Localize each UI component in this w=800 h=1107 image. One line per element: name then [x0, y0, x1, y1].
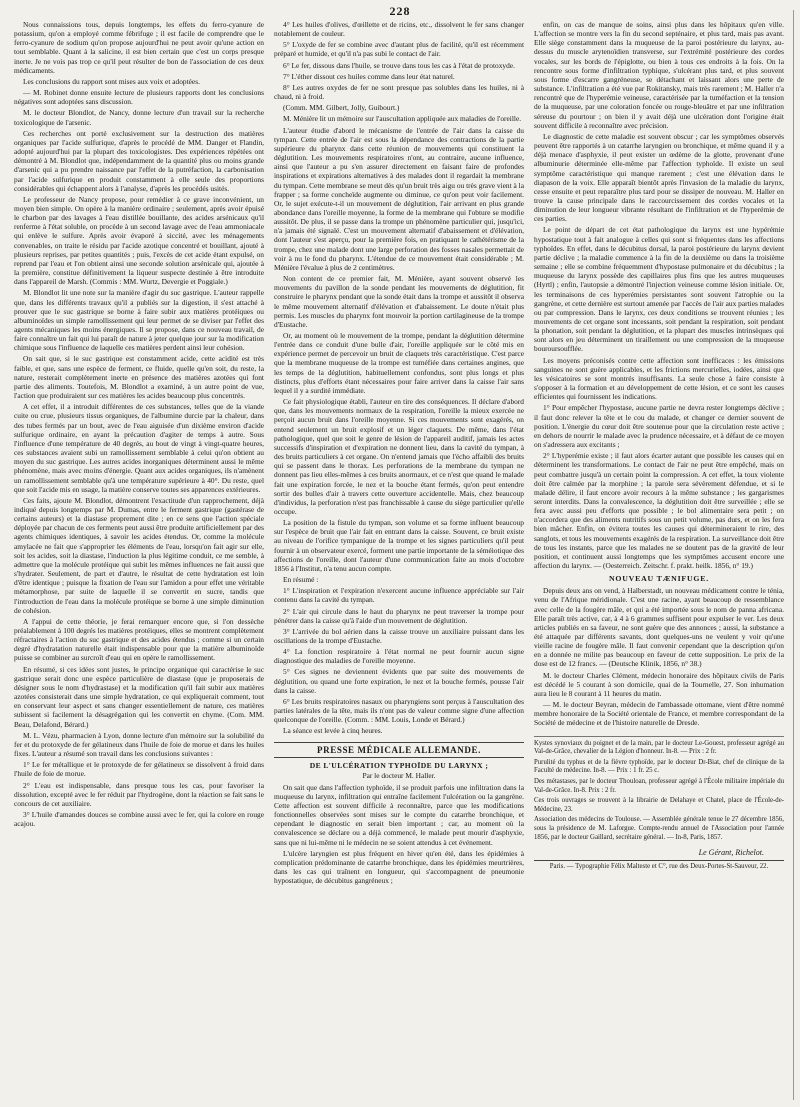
- paragraph: Ces faits, ajoute M. Blondlot, démontrent l'exactitude d'un rapprochement, déjà indiqué depuis longtemps par M. Dumas, entre le ferment gastrique (gastérase de certains auteurs) et la diastase proprement dite ; en ce sens que l'action spéciale déployée par chacun de ces ferments peut aussi être produite artificiellement par des agents chimiques identiques, à savoir les acides étendus. Or, comme la molécule amylacée ne fait que s'approprier les éléments de l'eau, lorsqu'on fait agir sur elle, soit les acides, soit la diastase, l'induction la plus légitime conduit, ce me semble, à admettre que la molécule protéique qui subit les mêmes influences ne fait aussi que s'hydrater. Seulement, de part et d'autre, le résultat de cette hydratation est loin d'être identique ; puisque la fixation de l'eau sur l'amidon a pour effet une véritable métamorphose, par suite de laquelle il se convertit en sucre, tandis que l'introduction de l'eau dans la molécule protéique se borne à une simple diminution de cohésion.: [14, 495, 264, 615]
- paragraph: 2° L'air qui circule dans le haut du pharynx ne peut traverser la trompe pour pénétrer dans la caisse qu'à l'aide d'un mouvement de déglutition.: [274, 606, 524, 625]
- paragraph: (Comm. MM. Gilbert, Jolly, Guibourt.): [283, 103, 400, 113]
- paragraph: A l'appui de cette théorie, je ferai remarquer encore que, si l'on dessèche préalablement à 100 degrés les matières protéiques, elles se montrent complètement réfractaires à l'action du suc gastrique et des acides étendus ; comme si un certain degré d'hydratation naturelle était indispensable pour que la matière albuminoïde puisse se combiner au surcroît d'eau qui en opère le ramollissement.: [14, 616, 264, 663]
- section-title: PRESSE MÉDICALE ALLEMANDE.: [274, 742, 524, 758]
- paragraph: — M. Robinet donne ensuite lecture de plusieurs rapports dont les conclusions négatives sont adoptées sans discussion.: [14, 88, 264, 107]
- paragraph: On sait que, si le suc gastrique est constamment acide, cette acidité est très faible, et que, sans une espèce de ferment, ce fluide, quelle qu'en soit, du reste, la nature, resterait complètement inerte en présence des matières azotées qui font partie des aliments. Toutefois, M. Blondlot a examiné, à un autre point de vue, l'action que produiraient sur ces matières les acides beaucoup plus concentrés.: [14, 354, 264, 401]
- paragraph: 3° L'arrivée du bol aérien dans la caisse trouve un auxiliaire puissant dans les oscillations de la trompe d'Eustache.: [274, 626, 524, 645]
- paragraph: 4° Les huiles d'olives, d'œillette et de ricins, etc., dissolvent le fer sans changer notablement de couleur.: [274, 20, 524, 39]
- paragraph: Des métastases, par le docteur Thouloan, professeur agrégé à l'École militaire impériale du Val-de-Grâce. In-8. Prix : 2 fr.: [534, 777, 784, 794]
- column-3-paragraphs: [534, 20, 784, 570]
- publications-list: [534, 736, 784, 843]
- paragraph: 1° L'inspiration et l'expiration n'exercent aucune influence appréciable sur l'air contenu dans la cavité du tympan.: [274, 586, 524, 605]
- paragraph: Les moyens préconisés contre cette affection sont inefficaces : les émissions sanguines ne sont guère applicables, et les frictions mercurielles, iodées, ainsi que les vésicatoires se sont montrés insuffisants. La seule chose à faire consiste à s'opposer à la formation et au développement de cette lésion, et ce sont les causes efficientes qui fournissent les indications.: [534, 355, 784, 402]
- paragraph: Or, au moment où le mouvement de la trompe, pendant la déglutition détermine l'entrée dans ce conduit d'une bulle d'air, l'oreille appliquée sur le côté mis en expérience permet de percevoir un bruit de claquets très caractéristique. C'est parce que la membrane muqueuse de la trompe est tuméfiée dans certaines angines, que les temps de la déglutition, habituellement confondus, sont plus longs et plus distincts, plus d'efforts étant nécessaires pour faire arriver dans la caisse l'air sans lequel il y a surdité immédiate.: [274, 331, 524, 395]
- column-3: [534, 20, 784, 1100]
- paragraph: enfin, on cas de manque de soins, ainsi plus dans les hôpitaux qu'en ville. L'affection se montre vers la fin du second septénaire, et plus tard, mais pas avant. Elle siège constamment dans la muqueuse de la paroi postérieure du larynx, au-dessus du muscle arytenoïdien transverse, sur l'extrémité postérieure des cordes vocales, sur les bords de l'épiglotte, ou bien à tous ces endroits à la fois. On la rencontre sous forme d'infiltration typhique, s'ulcérant plus tard, et plus souvent sous forme d'escarre gangréneuse, se détachant et laissant alors une perte de substance. L'infiltration a été vue par Rokitansky, mais très rarement ; M. Haller n'a rencontré que de l'hyperémie veineuse, caractérisée par la tuméfaction et la tension de la muqueuse, par une coloration foncée ou rouge-bleuâtre et par une infiltration séreuse du pourtour ; on bien il y avait déjà une ulcération dont l'origine était souvent difficile à reconnaître avec précision.: [534, 20, 784, 130]
- paragraph: M. L. Vézu, pharmacien à Lyon, donne lecture d'un mémoire sur la solubilité du fer et du protoxyde de fer gélatineux dans l'huile de foie de morue et dans les huiles fixes. L'auteur a résumé son travail dans les conclusions suivantes :: [14, 730, 264, 759]
- paragraph: En résumé, si ces idées sont justes, le principe organique qui caractérise le suc gastrique serait donc une espèce particulière de diastase (que je proposerais de désigner sous le nom d'hydrastase) et la modification qu'il fait subir aux matières azotées consisterait dans une simple hydratation, ce qui expliquerait comment, tout en conservant leur aspect et sans changer essentiellement de nature, ces matières subissent si facilement la désagrégation qui les convertit en chyme. (Com. MM. Beau, Delafond, Bérard.): [14, 664, 264, 729]
- page-edge-line: [793, 10, 794, 1100]
- paragraph: En résumé :: [283, 575, 319, 585]
- paragraph: Le professeur de Nancy propose, pour remédier à ce grave inconvénient, un moyen bien simple. On opère à la manière ordinaire ; seulement, après avoir épuisé le charbon par des lavages à l'eau distillée bouillante, des acides arsénicaux qu'il renferme à l'état soluble, on procède à un second lavage avec de l'eau ammoniacale qui enlève le sulfure. Après avoir évaporé à siccité, avec les ménagements convenables, on traite le résidu par l'acide azotique concentré et bouillant, ajouté à plusieurs reprises, par petites quantités ; puis, l'excès de cet acide étant expulsé, on reprend par l'eau et l'on obtient ainsi une seconde solution arsénicale qui, ajoutée à la première, constitue définitivement la liqueur suspecte destinée à être introduite dans l'appareil de Marsh. (Commis : MM. Wurtz, Devergie et Poggiale.): [14, 194, 264, 287]
- section-byline: Par le docteur M. Haller.: [362, 770, 436, 780]
- sub-heading: NOUVEAU TÆNIFUGE.: [608, 574, 710, 584]
- paragraph: 1° Le fer métallique et le protoxyde de fer gélatineux se dissolvent à froid dans l'huile de foie de morue.: [14, 760, 264, 779]
- paragraph: Purulité du typhus et de la fièvre typhoïde, par le docteur Dr-Biat, chef de clinique de la Faculté de médecine. In-8. — Prix : 1 fr. 25 c.: [534, 758, 784, 775]
- paragraph: 2° L'eau est indispensable, dans presque tous les cas, pour favoriser la dissolution, excepté avec le fer réduit par l'hydrogène, dont la réaction se fait sans le concours de cet auxiliaire.: [14, 780, 264, 808]
- paragraph: M. Ménière lit un mémoire sur l'auscultation appliquée aux maladies de l'oreille.: [283, 114, 522, 124]
- paragraph: Kystes synoviaux du poignet et de la main, par le docteur Le-Gouest, professeur agrégé au Val-de-Grâce, chevalier de la Légion d'honneur. In-8. — Prix : 2 fr.: [534, 739, 784, 756]
- paragraph: Ces trois ouvrages se trouvent à la librairie de Delahaye et Chatel, place de l'École-de-Médecine, 23.: [534, 797, 784, 813]
- columns-container: [14, 20, 784, 1100]
- paragraph: L'ulcère laryngien est plus fréquent en hiver qu'en été, dans les épidémies à complication prédominante de catarrhe bronchique, dans les épidémies meurtrières, dans les cas qui traînent en longueur, qui s'accompagnent de pneumonie hypostatique, de décubitus gangréneux ;: [274, 848, 524, 886]
- paragraph: 6° Les bruits respiratoires nasaux ou pharyngiens sont perçus à l'auscultation des parties latérales de la tête, mais ils n'ont pas de valeur comme signe d'une affection quelconque de l'oreille. (Comm. : MM. Louis, Londe et Bérard.): [274, 696, 524, 725]
- paragraph: Le diagnostic de cette maladie est souvent obscur ; car les symptômes observés peuvent être rapportés à un catarrhe laryngien ou bronchique, et même quand il y a déjà menace d'asphyxie, il peut exister un œdème de la glotte, provenant d'une albuminurie déterminée elle-même par l'affection typhoïde. Il existe un seul symptôme caractéristique qui manque rarement ; c'est une élévation dans le diapason de la voix. Elle apparaît bientôt après l'invasion de la maladie du larynx, cesse ensuite et peut reparaître plus tard pour se dissiper de nouveau. M. Haller en trouve la cause principale dans le raccourcissement des cordes vocales et la diminution de leur longueur vibrante résultant de l'infiltration et de l'hyperémie de ces parties.: [534, 131, 784, 224]
- paragraph: 5° L'oxyde de fer se combine avec d'autant plus de facilité, qu'il est récemment préparé et humide, et qu'il n'a pas subi le contact de l'air.: [274, 40, 524, 59]
- paragraph: Ce fait physiologique établi, l'auteur en tire des conséquences. Il déclare d'abord que, dans les mouvements normaux de la respiration, l'oreille la mieux exercée ne perçoit aucun bruit dans l'oreille moyenne. Si ces mouvements sont exagérés, on entend seulement un bruit explosif et un léger claquets. De même, dans l'état pathologique, quel que soit le genre de lésion de l'appareil auditif, jamais les actes successifs d'inspiration et d'expiration ne donnent lieu, dans la cavité du tympan, à des bruits particuliers à cet organe. On n'entend jamais que l'écho affaibli des bruits qui se passent dans le thorax. Les perforations de la membrane du tympan ne donnent pas lieu elles-mêmes à ces bruits anormaux, et ce n'est que quand le malade fait une expiration forcée, le nez et la bouche étant fermés, qu'on peut entendre sortir des bulles d'air à travers cette ouverture accidentelle. Mais, chez beaucoup d'individus, la perforation n'est pas franchissable à cause du siège particulier qu'elle occupe.: [274, 397, 524, 516]
- paragraph: 5° Ces signes ne deviennent évidents que par suite des mouvements de déglutition, ou quand une forte expiration, le nez et la bouche fermés, pousse l'air dans la caisse.: [274, 667, 524, 695]
- paragraph: La séance est levée à cinq heures.: [283, 726, 383, 736]
- paragraph: Non content de ce premier fait, M. Ménière, ayant souvent observé les mouvements du pavillon de la sonde pendant les mouvements de déglutition, fit construire le pharynx pendant que la sonde était dans la trompe et aussitôt il observa le même mouvement alternatif d'élévation et d'abaissement. Le doute n'était plus permis. Les muscles du pharynx font mouvoir la portion cartilagineuse de la trompe d'Eustache.: [274, 274, 524, 329]
- paragraph: L'auteur étudie d'abord le mécanisme de l'entrée de l'air dans la caisse du tympan. Cette entrée de l'air est sous la dépendance des contractions de la partie supérieure du pharynx dans cette réunion de mouvements qui constituent la déglutition. Les mouvements respiratoires n'ont, au contraire, aucune influence, ainsi que l'auteur a pu s'en assurer directement en faisant faire de profondes inspirations et expirations alternatives à des malades dont il regardait la membrane du tympan. Cette membrane se meut dès qu'un bruit très aigu ou très grave vient à la frapper ; sa forme concheïde augmente ou diminue, ce qu'on peut voir facilement. Or, le sujet exécute-t-il un mouvement de déglutition, l'air arrivant en plus grande abondance dans l'oreille moyenne, la forme de la membrane qui l'obture se modifie aussitôt. De plus, il se passe dans la trompe un phénomène particulier qui, jusqu'ici, n'a jamais été signalé. C'est un mouvement alternatif d'abaissement et d'élévation, dont l'auteur s'est aperçu, pour la première fois, en pratiquant le cathétérisme de la trompe, chez une malade dont une large perforation des fosses nasales permettait de voir à nu le fond du pharynx. L'étendue de ce mouvement était considérable ; M. Ménière l'évalue à plus de 2 centimètres.: [274, 125, 524, 272]
- column-1: [14, 20, 264, 1100]
- section-subtitle: DE L'ULCÉRATION TYPHOÏDE DU LARYNX ;: [309, 760, 489, 770]
- paragraph: La position de la fistule du tympan, son volume et sa forme influent beaucoup sur l'espèce de bruit que l'air fait en entrant dans la caisse. Souvent, ce bruit existe au niveau de l'orifice tympanique de la trompe et les signes particuliers qu'il peut fournir à un observateur exercé, forment une partie importante de la séméiotique des affections de l'oreille, dont l'auteur d'une communication faite au mois d'octobre 1856 à l'Institut, n'a tenu aucun compte.: [274, 518, 524, 573]
- paragraph: Le point de départ de cet état pathologique du larynx est une hypérémie hypostatique tout à fait analogue à celles qui sont si fréquentes dans les affections typhoïdes. En effet, dans le décubitus dorsal, la paroi postérieure du larynx devient partie déclive ; la maladie commence à la fin de la deuxième ou dans la troisième semaine ; elle se combine fréquemment d'hypostase pulmonaire et du décubitus ; la muqueuse du larynx possède des capillaires plus fins que les autres muqueuses (Hyrtl) ; enfin, l'autopsie a démontré l'injection veineuse comme lésion initiale. Or, les terminaisons de ces hyperémies persistantes sont souvent l'atrophie ou la gangrène, et cette dernière est surtout amenée par l'accès de l'air aux parties malades ou par compression. Dans le larynx, ces deux conditions se trouvent réunies ; les mouvements de cet organe sont incessants, soit pendant la respiration, soit pendant la phonation, soit pendant la déglutition, et la plupart des muscles intrinsèques qui sont alors en jeu déterminent un tiraillement ou une compression de la muqueuse bouroursoufflée.: [534, 225, 784, 354]
- paragraph: 2° L'hyperémie existe ; il faut alors écarter autant que possible les causes qui en déterminent les transformations. Le contact de l'air ne peut être empêché, mais on peut combattre jusqu'à un certain point la compression. A cet effet, la toux violente doit être calmée par la morphine ; la parole sera sévèrement défendue, et si le malade délire, il faut encore avoir recours à la même substance ; les gargarismes seront interdits. Dans la convalescence, la déglutition doit être surveillée ; elle se fera avec aussi peu d'efforts que possible ; le bol alimentaire sera petit ; on n'accordera que des aliments nutritifs sous un petit volume, pas durs, et on les fera bien mâcher. Enfin, on évitera toutes les causes qui détermineraient le rire, des sanglots, et tous les mouvements exagérés de la respiration. La surveillance doit être de tous les instants, parce que les malades ne se doutent pas de la gravité de leur position, et continuent aussi longtemps que les symptômes accusent encore une affection du larynx. — (Oesterreich. Zeitschr. f. prakt. heilk. 1856, n° 19.): [534, 451, 784, 571]
- paragraph: 6° Le fer, dissous dans l'huile, se trouve dans tous les cas à l'état de protoxyde.: [283, 60, 515, 70]
- paragraph: Ces recherches ont porté exclusivement sur la destruction des matières organiques par l'acide sulfurique, d'après le procédé de MM. Danger et Flandin, adopté aujourd'hui par la plupart des toxicologistes. Des expériences répétées ont démontré à M. Blondlot que, indépendamment de la quantité plus ou moins grande d'arsenic qui a pu prendre naissance par l'effet de la putréfaction, la carbonisation par l'acide sulfurique en produit constamment à elle seule des proportions considérables qui échappent alors à l'analyse, d'après les procédés usités.: [14, 128, 264, 193]
- column-3-paragraphs-2: [534, 586, 784, 727]
- paragraph: Association des médecins de Toulouse. — Assemblée générale tenue le 27 décembre 1856, sous la présidence de M. Laforgue. Compte-rendu annuel de l'Association pour l'année 1856, par le docteur Gaillard, secrétaire général. — In-8, Paris, 1857.: [534, 816, 784, 841]
- paragraph: 1° Pour empêcher l'hypostase, aucune partie ne devra rester longtemps déclive ; il faut donc relever la tête et le cou du malade, et changer ce dernier souvent de position. L'énergie du cœur doit être soutenue pour que la circulation reste active ; en dehors de nourrir le malade avec la prudence nécessaire, et à défaut de ce moyen on s'adressera aux excitants ;: [534, 403, 784, 450]
- paragraph: 7° L'éther dissout ces huiles comme dans leur état naturel.: [283, 71, 455, 81]
- printer-line: Paris. — Typographie Félix Malteste et C°, rue des Deux-Portes-St-Sauveur, 22.: [534, 860, 784, 870]
- page-number: 228: [389, 4, 411, 18]
- paragraph: 4° La fonction respiratoire à l'état normal ne peut fournir aucun signe diagnostique des maladies de l'oreille moyenne.: [274, 647, 524, 666]
- paragraph: 3° L'huile d'amandes douces se combine aussi avec le fer, qui la colore en rouge acajou.: [14, 809, 264, 829]
- paragraph: M. le docteur Blondlot, de Nancy, donne lecture d'un travail sur la recherche toxicologique de l'arsenic.: [14, 108, 264, 127]
- column-2: [274, 20, 524, 1100]
- gerant-signature: Le Gérant, Richelot.: [698, 848, 764, 858]
- column-2-section-paragraphs: [274, 783, 524, 886]
- paragraph: 8° Les autres oxydes de fer ne sont presque pas solubles dans les huiles, ni à chaud, ni à froid.: [274, 82, 524, 102]
- paragraph: A cet effet, il a introduit différentes de ces substances, telles que de la viande cuite ou crue, plusieurs tissus organiques, de l'albumine durcie par la chaleur, dans des tubes fermés par un bout, avec de l'eau aiguisée d'un dixième environ d'acide sulfurique ordinaire, en ayant la précaution d'agiter de temps à autre. Sous l'influence d'une température de 40 degrés, au bout de vingt à vingt-quatre heures, ces substances avaient subi un ramollissement semblable à celui qu'on obtient au moyen du suc gastrique. Les autres acides inorganiques déterminent aussi le même phénomène, mais avec moins d'énergie. Quant aux acides organiques, ils n'amènent un ramollissement semblable qu'à une température supérieure à 40°. Du reste, quel que soit l'acide mis en usage, la matière conserve toutes ses apparences extérieures.: [14, 402, 264, 494]
- paragraph: Les conclusions du rapport sont mises aux voix et adoptées.: [23, 76, 200, 86]
- paragraph: M. Blondlot lit une note sur la manière d'agir du suc gastrique. L'auteur rappelle que, dans les différents travaux qu'il a publiés sur la digestion, il s'est attaché à prouver que le suc gastrique se borne à faire subir aux matières protéiques ou albuminoïdes un simple ramollissement qui leur permet de se diviser par l'effet des agents mécaniques les moins énergiques. Il se propose, dans ce nouveau travail, de faire connaître un fait qui lui paraît de nature à jeter quelque jour sur la modification chimique sous l'influence de laquelle ces matières perdent ainsi leur cohésion.: [14, 288, 264, 353]
- paragraph: M. le docteur Charles Clément, médecin honoraire des hôpitaux civils de Paris est décédé le 5 courant à son domicile, quai de la Tournelle, 27. Son inhumation aura lieu le 8 courant à 11 heures du matin.: [534, 670, 784, 698]
- paragraph: — M. le docteur Beyran, médecin de l'ambassade ottomane, vient d'être nommé membre honoraire de la Société orientale de France, et membre correspondant de la Société de médecine et de l'histoire naturelle de Dresde.: [534, 700, 784, 728]
- paragraph: On sait que dans l'affection typhoïde, il se produit parfois une infiltration dans la muqueuse du larynx, infiltration qui entraîne facilement l'ulcération ou la gangrène. Cette affection est souvent difficile à reconnaître, parce que les modifications fonctionnelles observées sont mises sur le compte du catarrhe bronchique, et cependant le diagnostic en serait bien important ; car, au moment où la convalescence se déclare ou a déjà commencé, le malade peut mourir d'asphyxie, sans que ni lui-même ni le médecin ne se soient attendus à cet événement.: [274, 782, 524, 847]
- paragraph: Depuis deux ans on vend, à Halberstadt, un nouveau médicament contre le ténia, venu de l'Afrique méridionale. C'est une racine, ayant beaucoup de ressemblance avec celle de la fougère mâle, et qui a été importée sous le nom de panna africana. Elle paraît très active, car, à 4 à 6 grammes suffisent pour expulser le ver. Les deux articles publiés en sa faveur, ne sont guère que des annonces ; aussi, la substance a été attaquée par différents savants, dont quelques-uns ne veulent y voir qu'une vieille racine de fougère mâle. Il faut convenir cependant que la description qu'on en a donnée ne milite pas beaucoup en faveur de cette supposition. Le prix de la dose est de 12 francs. — (Deutsche Klinik, 1856, n° 38.): [534, 586, 784, 669]
- paragraph: Nous connaissions tous, depuis longtemps, les effets du ferro-cyanure de potassium, qu'on a employé comme fébrifuge ; il est facile de comprendre que le ferro-cyanure de sodium qu'on propose aujourd'hui ne peut avoir qu'une action en tout semblable. Quant à la salicine, il est bien certain que c'est un corps presque inerte. Je ne vois pas trop ce qu'il peut résulter de bon de l'association de ces deux médicaments.: [14, 20, 264, 75]
- column-2-paragraphs: [274, 20, 524, 736]
